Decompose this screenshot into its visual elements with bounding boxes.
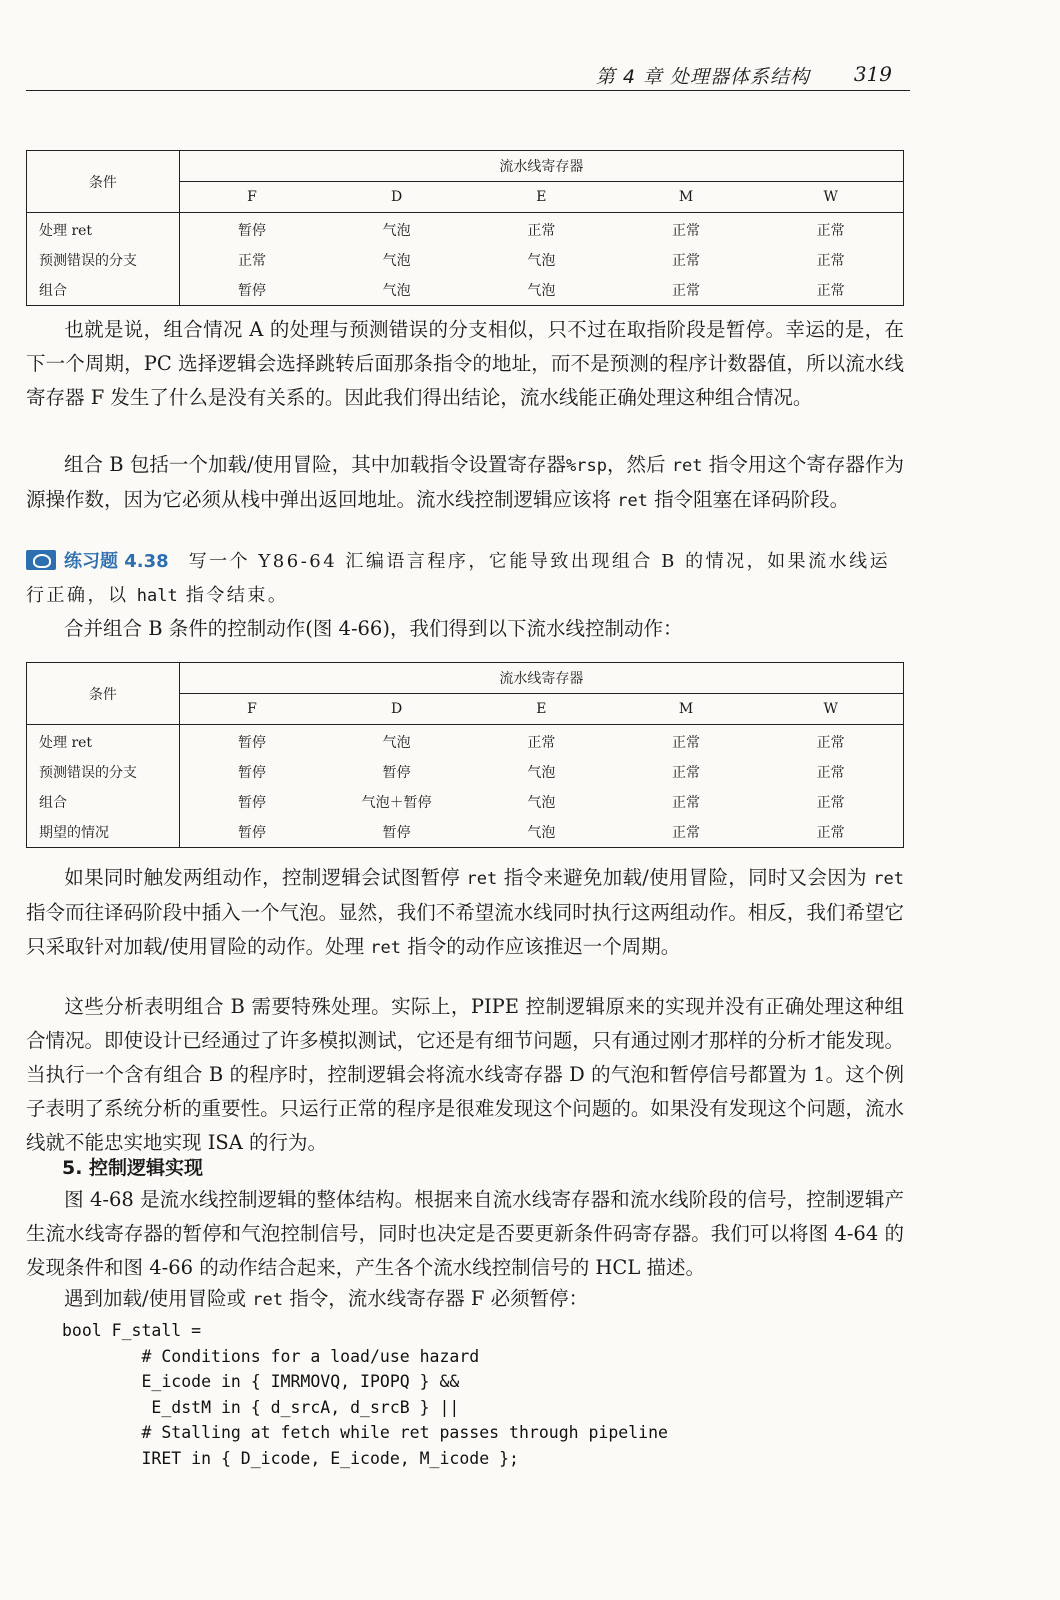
code-line: # Conditions for a load/use hazard <box>62 1346 480 1366</box>
code-line: E_icode in { IMRMOVQ, IPOPQ } && <box>62 1372 460 1391</box>
table-cell: 气泡＋暂停 <box>361 795 432 811</box>
paragraph-f-stall-intro <box>26 1282 904 1317</box>
paragraph-combination-b <box>26 448 904 518</box>
section-heading: 5. 控制逻辑实现 <box>62 1157 204 1179</box>
table2-stage-header: W <box>758 694 903 725</box>
table-cell: 正常 <box>816 735 845 751</box>
row-label: 处理 ret <box>27 725 180 758</box>
row-label: 预测错误的分支 <box>27 245 180 275</box>
practice-problem-label: 练习题 4.38 <box>64 551 169 572</box>
table-cell: 正常 <box>816 825 845 841</box>
control-table-2 <box>26 662 904 848</box>
table-cell: 正常 <box>816 223 845 239</box>
table-cell: 正常 <box>671 223 700 239</box>
table-cell: 暂停 <box>238 735 267 751</box>
running-header <box>26 58 910 91</box>
table1-stage-header: W <box>758 182 903 213</box>
table-cell: 暂停 <box>238 283 267 299</box>
paragraph-control-structure <box>26 1183 904 1285</box>
table2-group-header: 流水线寄存器 <box>179 663 903 694</box>
control-table-1 <box>26 150 904 306</box>
table1-stage-header: M <box>614 182 759 213</box>
table1-stage-header: D <box>324 182 469 213</box>
table1-group-header: 流水线寄存器 <box>179 151 903 182</box>
practice-problem-text: 写一个 Y86-64 汇编语言程序，它能导致出现组合 B 的情况，如果流水线运行正确，以 <box>26 551 891 606</box>
table-cell: 暂停 <box>238 765 267 781</box>
instruction-name: ret <box>466 869 498 889</box>
paragraph-text: 这些分析表明组合 B 需要特殊处理。实际上，PIPE 控制逻辑原来的实现并没有正确处理这种组合情况。即使设计已经通过了许多模拟测试，它还是有细节问题，只有通过刚才那样的分析才能发现。当执行一个含有组合 B 的程序时，控制逻辑会将流水线寄存器 D 的气泡和暂停信号都置为 1。这个例子表明了系统分析的重要性。只运行正常的程序是很难发现这个问题的。如果没有发现这个问题，流水线就不能忠实地实现 ISA 的行为。 <box>26 995 904 1154</box>
page-number: 319 <box>853 62 892 86</box>
table-cell: 气泡 <box>382 735 411 751</box>
paragraph-text: 指令阻塞在译码阶段。 <box>647 488 850 511</box>
table-cell: 正常 <box>671 795 700 811</box>
paragraph-text: 如果同时触发两组动作，控制逻辑会试图暂停 <box>64 866 467 889</box>
instruction-name: halt <box>136 586 178 606</box>
hcl-code-block <box>62 1318 668 1471</box>
table-cell: 气泡 <box>527 825 556 841</box>
instruction-name: ret <box>873 869 905 889</box>
paragraph-text: 指令来避免加载/使用冒险，同时又会因为 <box>497 866 874 889</box>
code-line: # Stalling at fetch while ret passes through pipeline <box>62 1423 668 1442</box>
row-label: 期望的情况 <box>27 817 180 848</box>
row-label: 组合 <box>27 787 180 817</box>
paragraph-combination-a <box>26 313 904 415</box>
table2-stage-header: M <box>614 694 759 725</box>
table-row <box>27 245 904 275</box>
table-cell: 气泡 <box>527 765 556 781</box>
practice-problem-icon <box>26 550 56 570</box>
table-cell: 气泡 <box>382 223 411 239</box>
table-cell: 暂停 <box>238 795 267 811</box>
table-cell: 气泡 <box>527 253 556 269</box>
instruction-name: ret <box>617 491 648 511</box>
paragraph-text: ，然后 <box>606 453 672 476</box>
table-cell: 正常 <box>816 283 845 299</box>
table1-stage-header: F <box>179 182 324 213</box>
table-cell: 正常 <box>671 735 700 751</box>
table-cell: 正常 <box>671 765 700 781</box>
paragraph-text: 指令的动作应该推迟一个周期。 <box>401 935 681 958</box>
paragraph-text: 指令用这个寄存器作为源操作数，因为它必须从栈中弹出返回地址。流水线控制逻辑应该将 <box>26 453 904 511</box>
table-row <box>27 817 904 848</box>
table1-stage-header: E <box>469 182 614 213</box>
table-cell: 正常 <box>816 765 845 781</box>
table-cell: 正常 <box>671 825 700 841</box>
table2-stage-header: F <box>179 694 324 725</box>
paragraph-text: 组合 B 包括一个加载/使用冒险，其中加载指令设置寄存器 <box>64 453 567 476</box>
code-line: bool F_stall = <box>62 1321 202 1340</box>
table-row <box>27 757 904 787</box>
table-cell: 气泡 <box>527 795 556 811</box>
table-cell: 正常 <box>671 253 700 269</box>
table-cell: 暂停 <box>238 223 267 239</box>
practice-problem-text-end: 指令结束。 <box>177 585 289 606</box>
paragraph-text: 指令，流水线寄存器 F 必须暂停： <box>283 1287 589 1310</box>
table-cell: 正常 <box>527 223 556 239</box>
table1-condition-header: 条件 <box>27 151 180 213</box>
table-cell: 暂停 <box>382 825 411 841</box>
code-line: IRET in { D_icode, E_icode, M_icode }; <box>62 1448 519 1468</box>
code-line: E_dstM in { d_srcA, d_srcB } || <box>62 1397 460 1417</box>
row-label: 预测错误的分支 <box>27 757 180 787</box>
table-cell: 正常 <box>816 795 845 811</box>
table-cell: 正常 <box>527 735 556 751</box>
table-cell: 气泡 <box>527 283 556 299</box>
paragraph-both-actions <box>26 861 904 965</box>
chapter-title: 第 4 章 处理器体系结构 <box>595 66 810 88</box>
paragraph-text: 图 4-68 是流水线控制逻辑的整体结构。根据来自流水线寄存器和流水线阶段的信号，控制逻辑产生流水线寄存器的暂停和气泡控制信号，同时也决定是否要更新条件码寄存器。我们可以将图 4-64 的发现条件和图 4-66 的动作结合起来，产生各个流水线控制信号的 HCL 描述。 <box>26 1188 904 1279</box>
table-row <box>27 725 904 758</box>
paragraph-text: 指令而往译码阶段中插入一个气泡。显然，我们不希望流水线同时执行这两组动作。相反，我们希望它只采取针对加载/使用冒险的动作。处理 <box>26 901 904 958</box>
table2-condition-header: 条件 <box>27 663 180 725</box>
table-cell: 正常 <box>671 283 700 299</box>
instruction-name: ret <box>252 1290 283 1310</box>
paragraph-merge-actions <box>26 612 904 646</box>
table2-stage-header: E <box>469 694 614 725</box>
table-cell: 气泡 <box>382 253 411 269</box>
table-cell: 暂停 <box>382 765 411 781</box>
table-cell: 暂停 <box>238 825 267 841</box>
row-label: 组合 <box>27 275 180 306</box>
row-label: 处理 ret <box>27 213 180 246</box>
table-cell: 气泡 <box>382 283 411 299</box>
table-cell: 正常 <box>238 253 267 269</box>
instruction-name: ret <box>671 456 703 476</box>
practice-problem <box>26 545 904 613</box>
table-row <box>27 275 904 306</box>
table-cell: 正常 <box>816 253 845 269</box>
paragraph-text: 合并组合 B 条件的控制动作(图 4-66)，我们得到以下流水线控制动作： <box>64 617 683 640</box>
instruction-name: ret <box>370 938 401 958</box>
paragraph-text: 也就是说，组合情况 A 的处理与预测错误的分支相似，只不过在取指阶段是暂停。幸运的是，在下一个周期，PC 选择逻辑会选择跳转后面那条指令的地址，而不是预测的程序计数器值，所以流水线寄存器 F 发生了什么是没有关系的。因此我们得出结论，流水线能正确处理这种组合情况。 <box>26 318 904 409</box>
table-row <box>27 787 904 817</box>
register-name: %rsp <box>566 456 607 476</box>
table2-stage-header: D <box>324 694 469 725</box>
paragraph-text: 遇到加载/使用冒险或 <box>64 1287 253 1310</box>
table-row <box>27 213 904 246</box>
paragraph-analysis <box>26 990 904 1160</box>
